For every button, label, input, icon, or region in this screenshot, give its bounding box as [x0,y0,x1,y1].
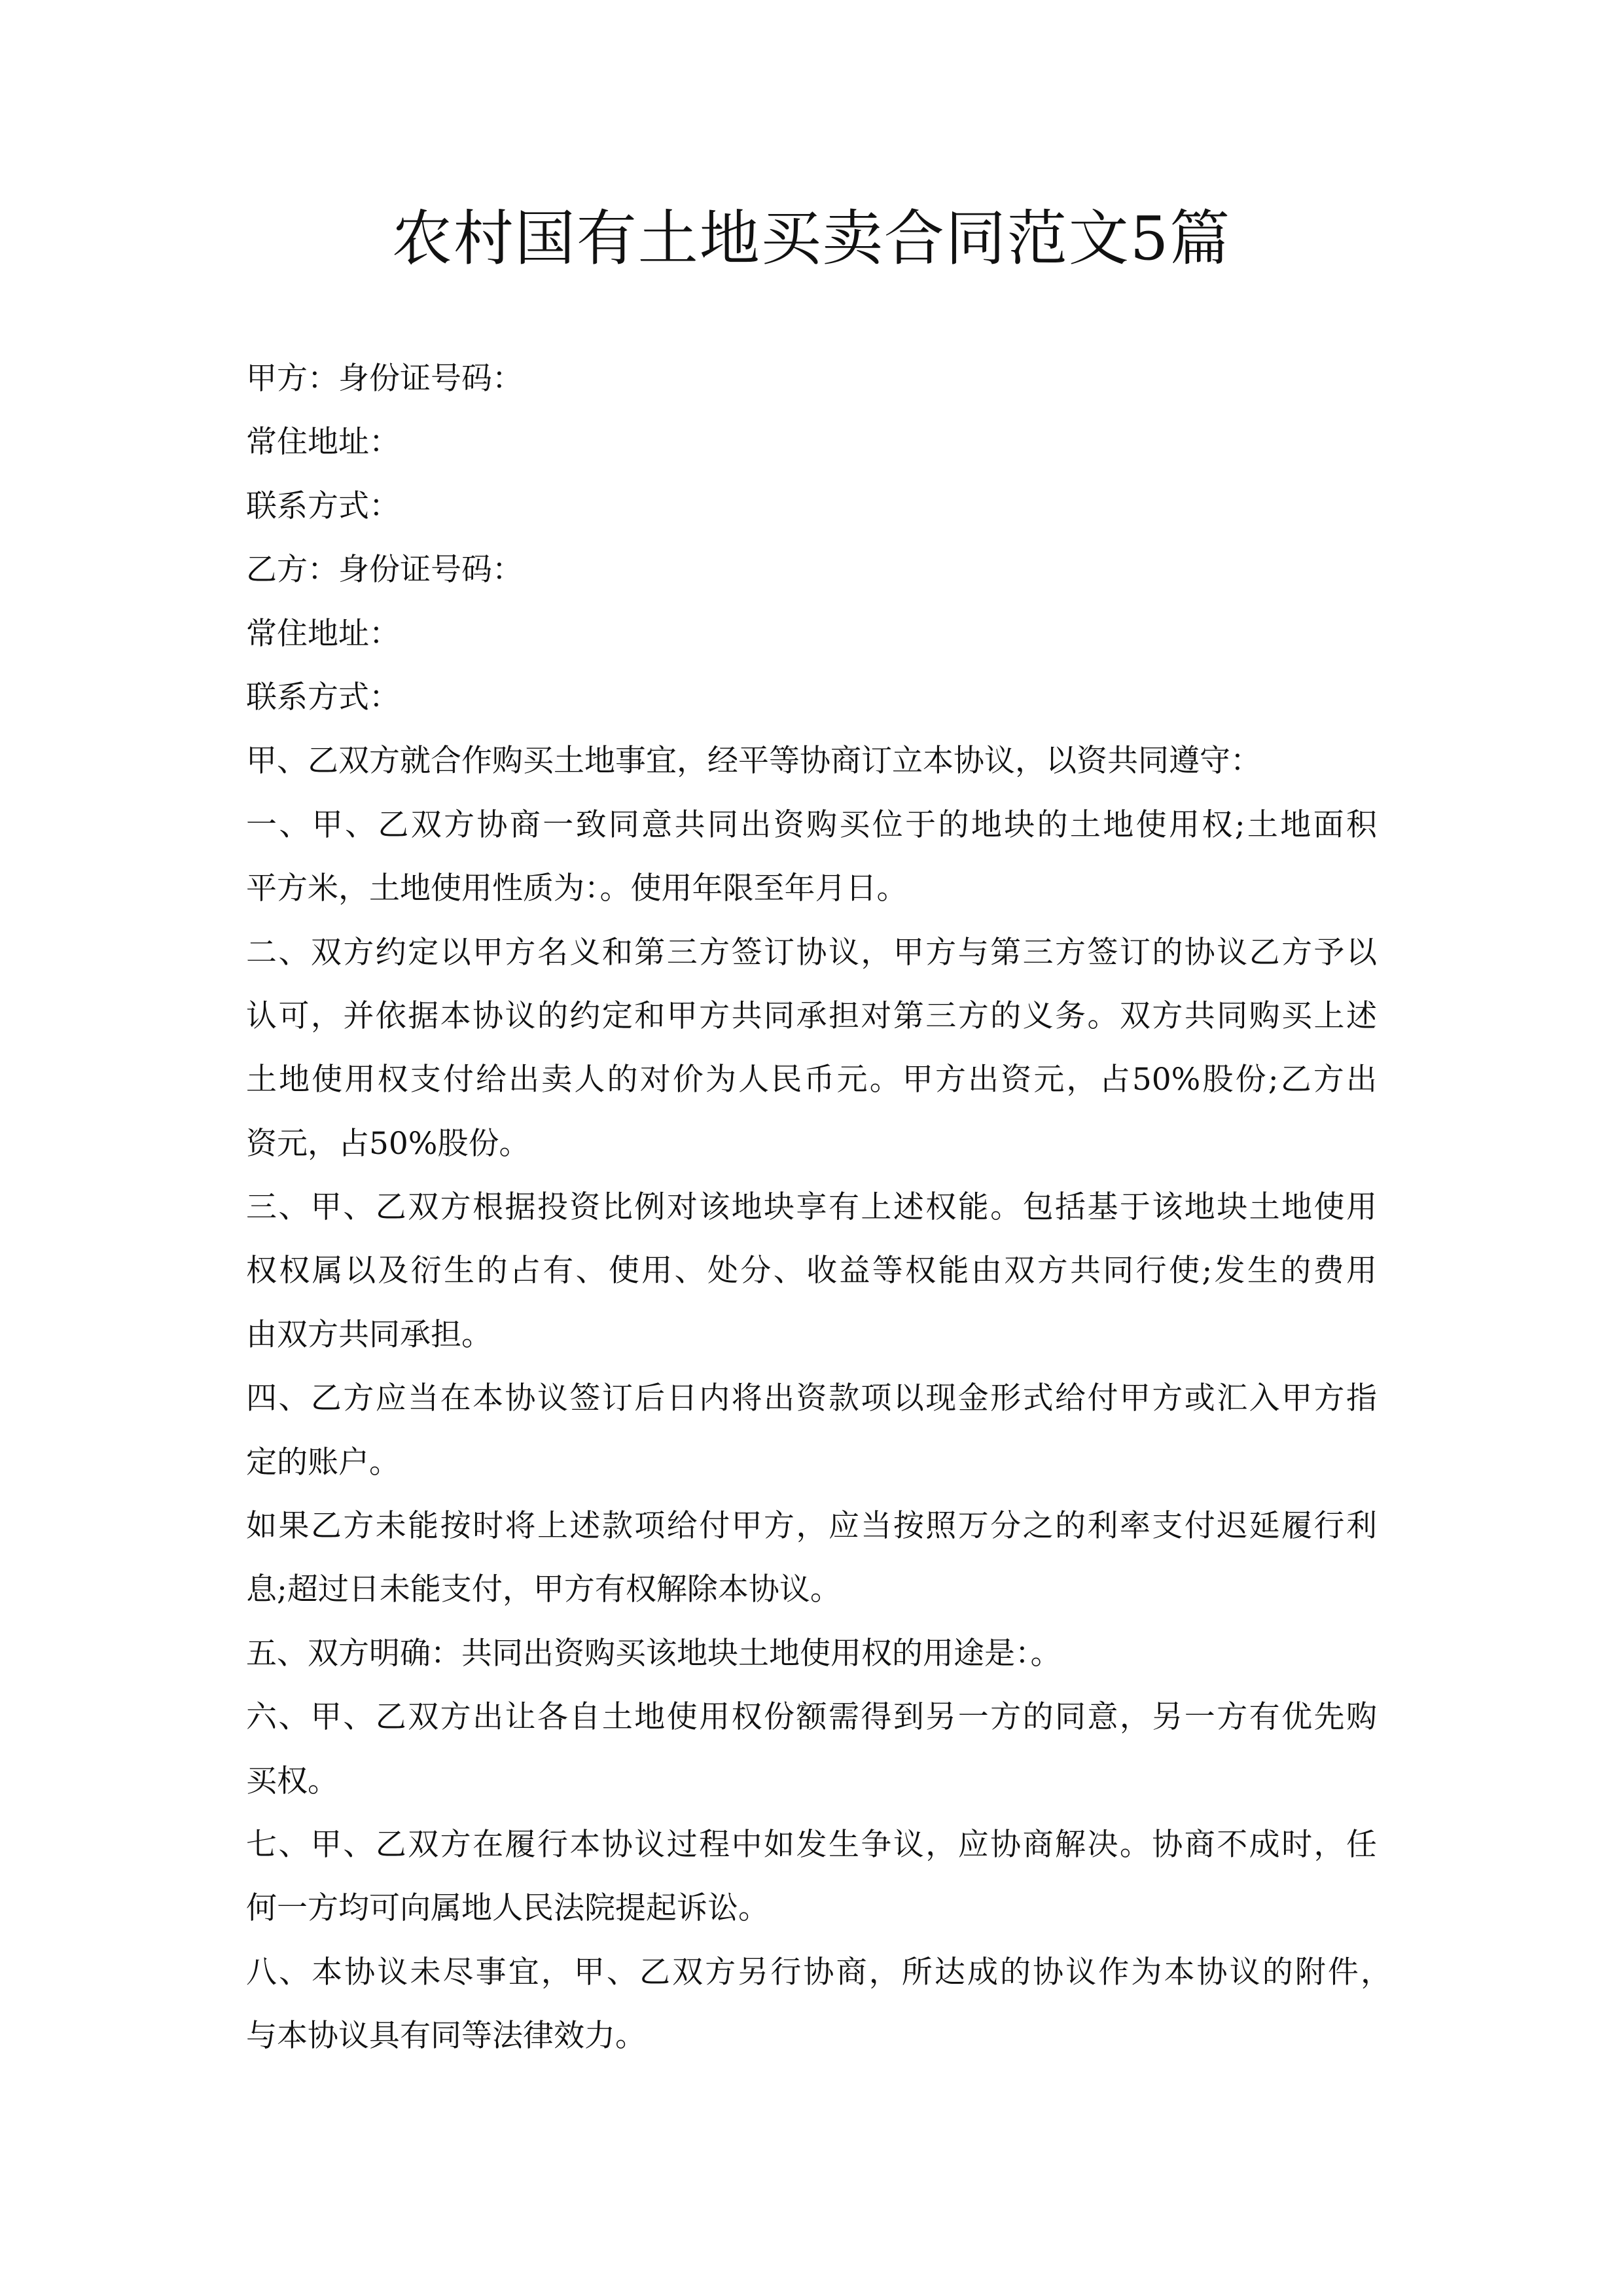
party-a-contact-line: 联系方式： [246,488,400,524]
party-b-id-line: 乙方：身份证号码： [246,552,523,588]
clause-1-line: 一、甲、乙双方协商一致同意共同出资购买位于的地块的土地使用权;土地面积 [246,806,1377,843]
party-b-address-line: 常住地址： [246,615,400,652]
late-payment-line: 息;超过日未能支付，甲方有权解除本协议。 [246,1571,841,1608]
party-b-contact-line: 联系方式： [246,679,400,715]
clause-6-line: 买权。 [246,1763,338,1799]
clause-3-line: 权权属以及衍生的占有、使用、处分、收益等权能由双方共同行使;发生的费用 [246,1253,1377,1289]
clause-4-line: 四、乙方应当在本协议签订后日内将出资款项以现金形式给付甲方或汇入甲方指 [246,1380,1377,1417]
clause-6-line: 六、甲、乙双方出让各自土地使用权份额需得到另一方的同意，另一方有优先购 [246,1699,1377,1736]
clause-3-line: 三、甲、乙双方根据投资比例对该地块享有上述权能。包括基于该地块土地使用 [246,1189,1377,1226]
clause-3-line: 由双方共同承担。 [246,1316,492,1353]
clause-7-line: 七、甲、乙双方在履行本协议过程中如发生争议，应协商解决。协商不成时，任 [246,1826,1377,1863]
clause-8-line: 与本协议具有同等法律效力。 [246,2018,646,2054]
clause-1-line: 平方米，土地使用性质为：。使用年限至年月日。 [246,870,908,907]
clause-2-line: 土地使用权支付给出卖人的对价为人民币元。甲方出资元，占50%股份;乙方出 [246,1062,1377,1098]
clause-5-line: 五、双方明确：共同出资购买该地块土地使用权的用途是：。 [246,1635,1061,1672]
clause-2-line: 二、双方约定以甲方名义和第三方签订协议，甲方与第三方签订的协议乙方予以 [246,934,1377,971]
clause-8-line: 八、本协议未尽事宜，甲、乙双方另行协商，所达成的协议作为本协议的附件， [246,1954,1391,1990]
party-a-address-line: 常住地址： [246,424,400,461]
clause-4-line: 定的账户。 [246,1444,400,1480]
clause-2-line: 资元，占50%股份。 [246,1125,530,1162]
party-a-id-line: 甲方：身份证号码： [246,361,523,397]
preamble-line: 甲、乙双方就合作购买土地事宜，经平等协商订立本协议，以资共同遵守： [246,743,1261,780]
clause-7-line: 何一方均可向属地人民法院提起诉讼。 [246,1890,769,1927]
document-body [246,347,1391,2068]
clause-2-line: 认可，并依据本协议的约定和甲方共同承担对第三方的义务。双方共同购买上述 [246,997,1377,1034]
late-payment-line: 如果乙方未能按时将上述款项给付甲方，应当按照万分之的利率支付迟延履行利 [246,1508,1377,1545]
document-title: 农村国有土地买卖合同范文5篇 [391,204,1232,274]
